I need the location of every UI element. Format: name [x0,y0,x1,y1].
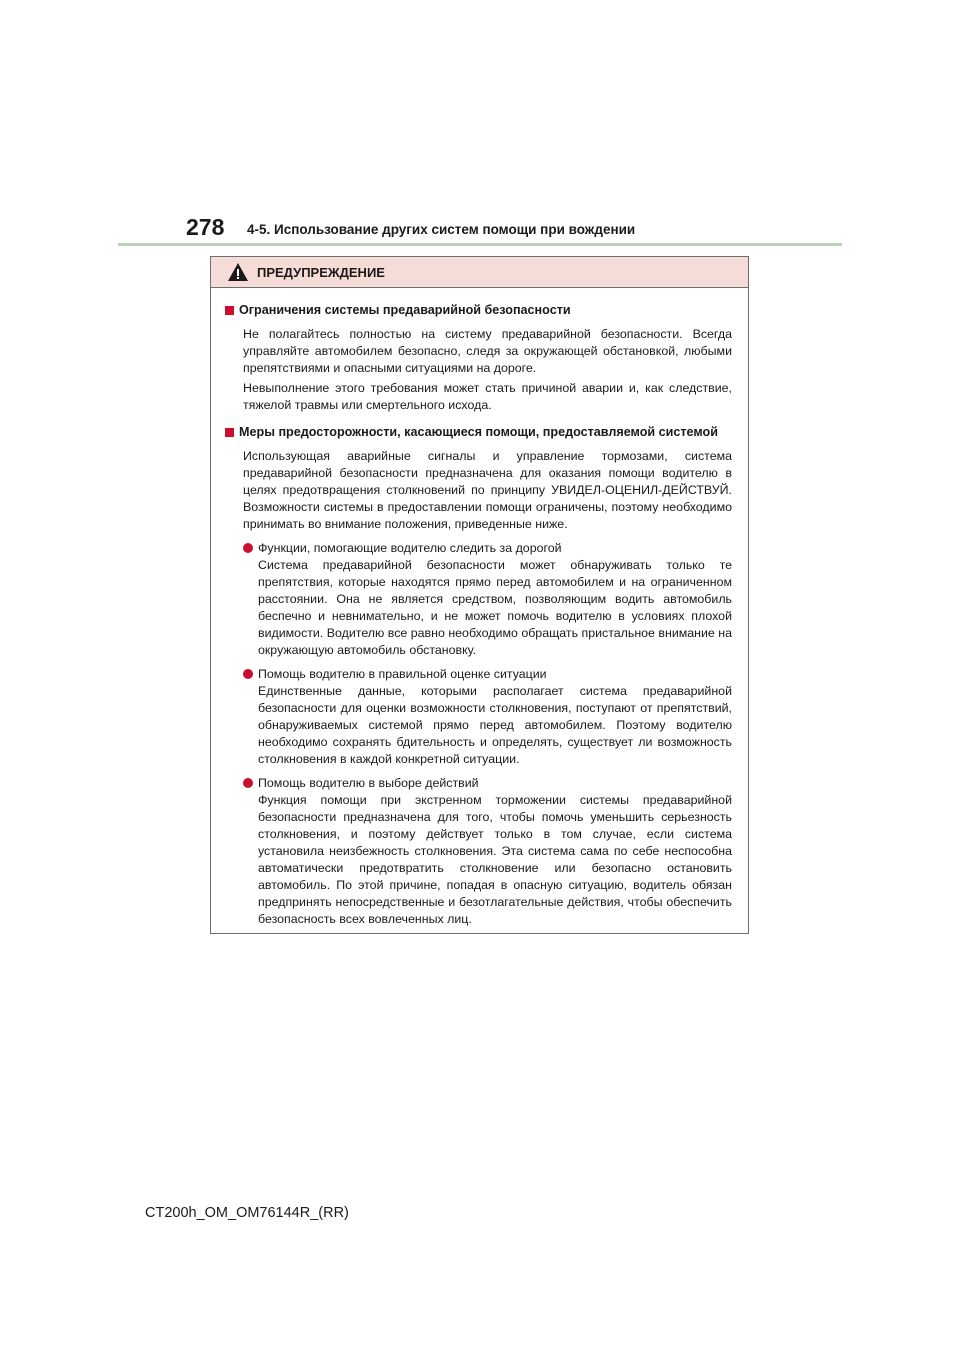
list-item [243,775,732,928]
list-item [243,666,732,768]
round-bullet-icon [243,543,253,553]
bullet-text: Единственные данные, которыми располагает система предаварийной безопасности для оценки возможности столкновения, поступают от препятствий, обнаруживаемых системой прямо перед автомобилем. Поэтому водителю необходимо сохранять бдительность и определять, существует ли возможность столкновения в каждой конкретной ситуации. [258,684,732,766]
round-bullet-icon [243,669,253,679]
square-bullet-icon [225,428,234,437]
section-heading: Ограничения системы предаварийной безопасности [225,302,740,319]
bullet-title: Помощь водителю в правильной оценке ситуации [258,667,547,681]
bullet-text: Функция помощи при экстренном торможении системы предаварийной безопасности предназначена для того, чтобы помочь уменьшить серьезность столкновения, и поэтому действует только в том случае, если система установила неизбежность столкновения. Эта система сама по себе неспособна автоматически предотвратить столкновение или безопасно остановить автомобиль. По этой причине, попадая в опасную ситуацию, водитель обязан предпринять непосредственные и безотлагательные действия, чтобы обеспечить безопасность всех вовлеченных лиц. [258,793,732,926]
warning-triangle-icon [227,262,249,282]
bullet-title: Помощь водителю в выборе действий [258,776,479,790]
paragraph: Использующая аварийные сигналы и управление тормозами, система предаварийной безопасности предназначена для оказания помощи водителю в целях предотвращения столкновений по принципу УВИДЕЛ-ОЦЕНИЛ-ДЕЙСТВУЙ. Возможности системы в предоставлении помощи ограничены, поэтому необходимо принимать во внимание положения, приведенные ниже. [243,449,732,531]
header-rule [118,243,842,246]
warning-box [210,256,749,934]
section-title: 4-5. Использование других систем помощи при вождении [247,222,636,237]
round-bullet-icon [243,778,253,788]
paragraph: Невыполнение этого требования может стать причиной аварии и, как следствие, тяжелой травмы или смертельного исхода. [243,381,732,412]
warning-body [211,288,748,928]
paragraph: Не полагайтесь полностью на систему предаварийной безопасности. Всегда управляйте автомобилем безопасно, следя за окружающей обстановкой, любыми препятствиями и опасными ситуациями на дороге. [243,327,732,375]
bullet-text: Система предаварийной безопасности может обнаруживать только те препятствия, которые находятся прямо перед автомобилем и на ограниченном расстоянии. Она не является средством, позволяющим водить автомобиль беспечно и невнимательно, и не может помочь водителю в условиях плохой видимости. Водителю все равно необходимо обращать пристальное внимание на окружающую автомобиль обстановку. [258,558,732,657]
section-heading: Меры предосторожности, касающиеся помощи, предоставляемой системой [225,424,740,441]
square-bullet-icon [225,306,234,315]
bullet-title: Функции, помогающие водителю следить за дорогой [258,541,562,555]
page-number: 278 [186,214,225,240]
warning-title: ПРЕДУПРЕЖДЕНИЕ [257,264,385,280]
warning-header [211,257,748,288]
footer-doc-code: CT200h_OM_OM76144R_(RR) [145,1205,349,1221]
list-item [243,540,732,659]
